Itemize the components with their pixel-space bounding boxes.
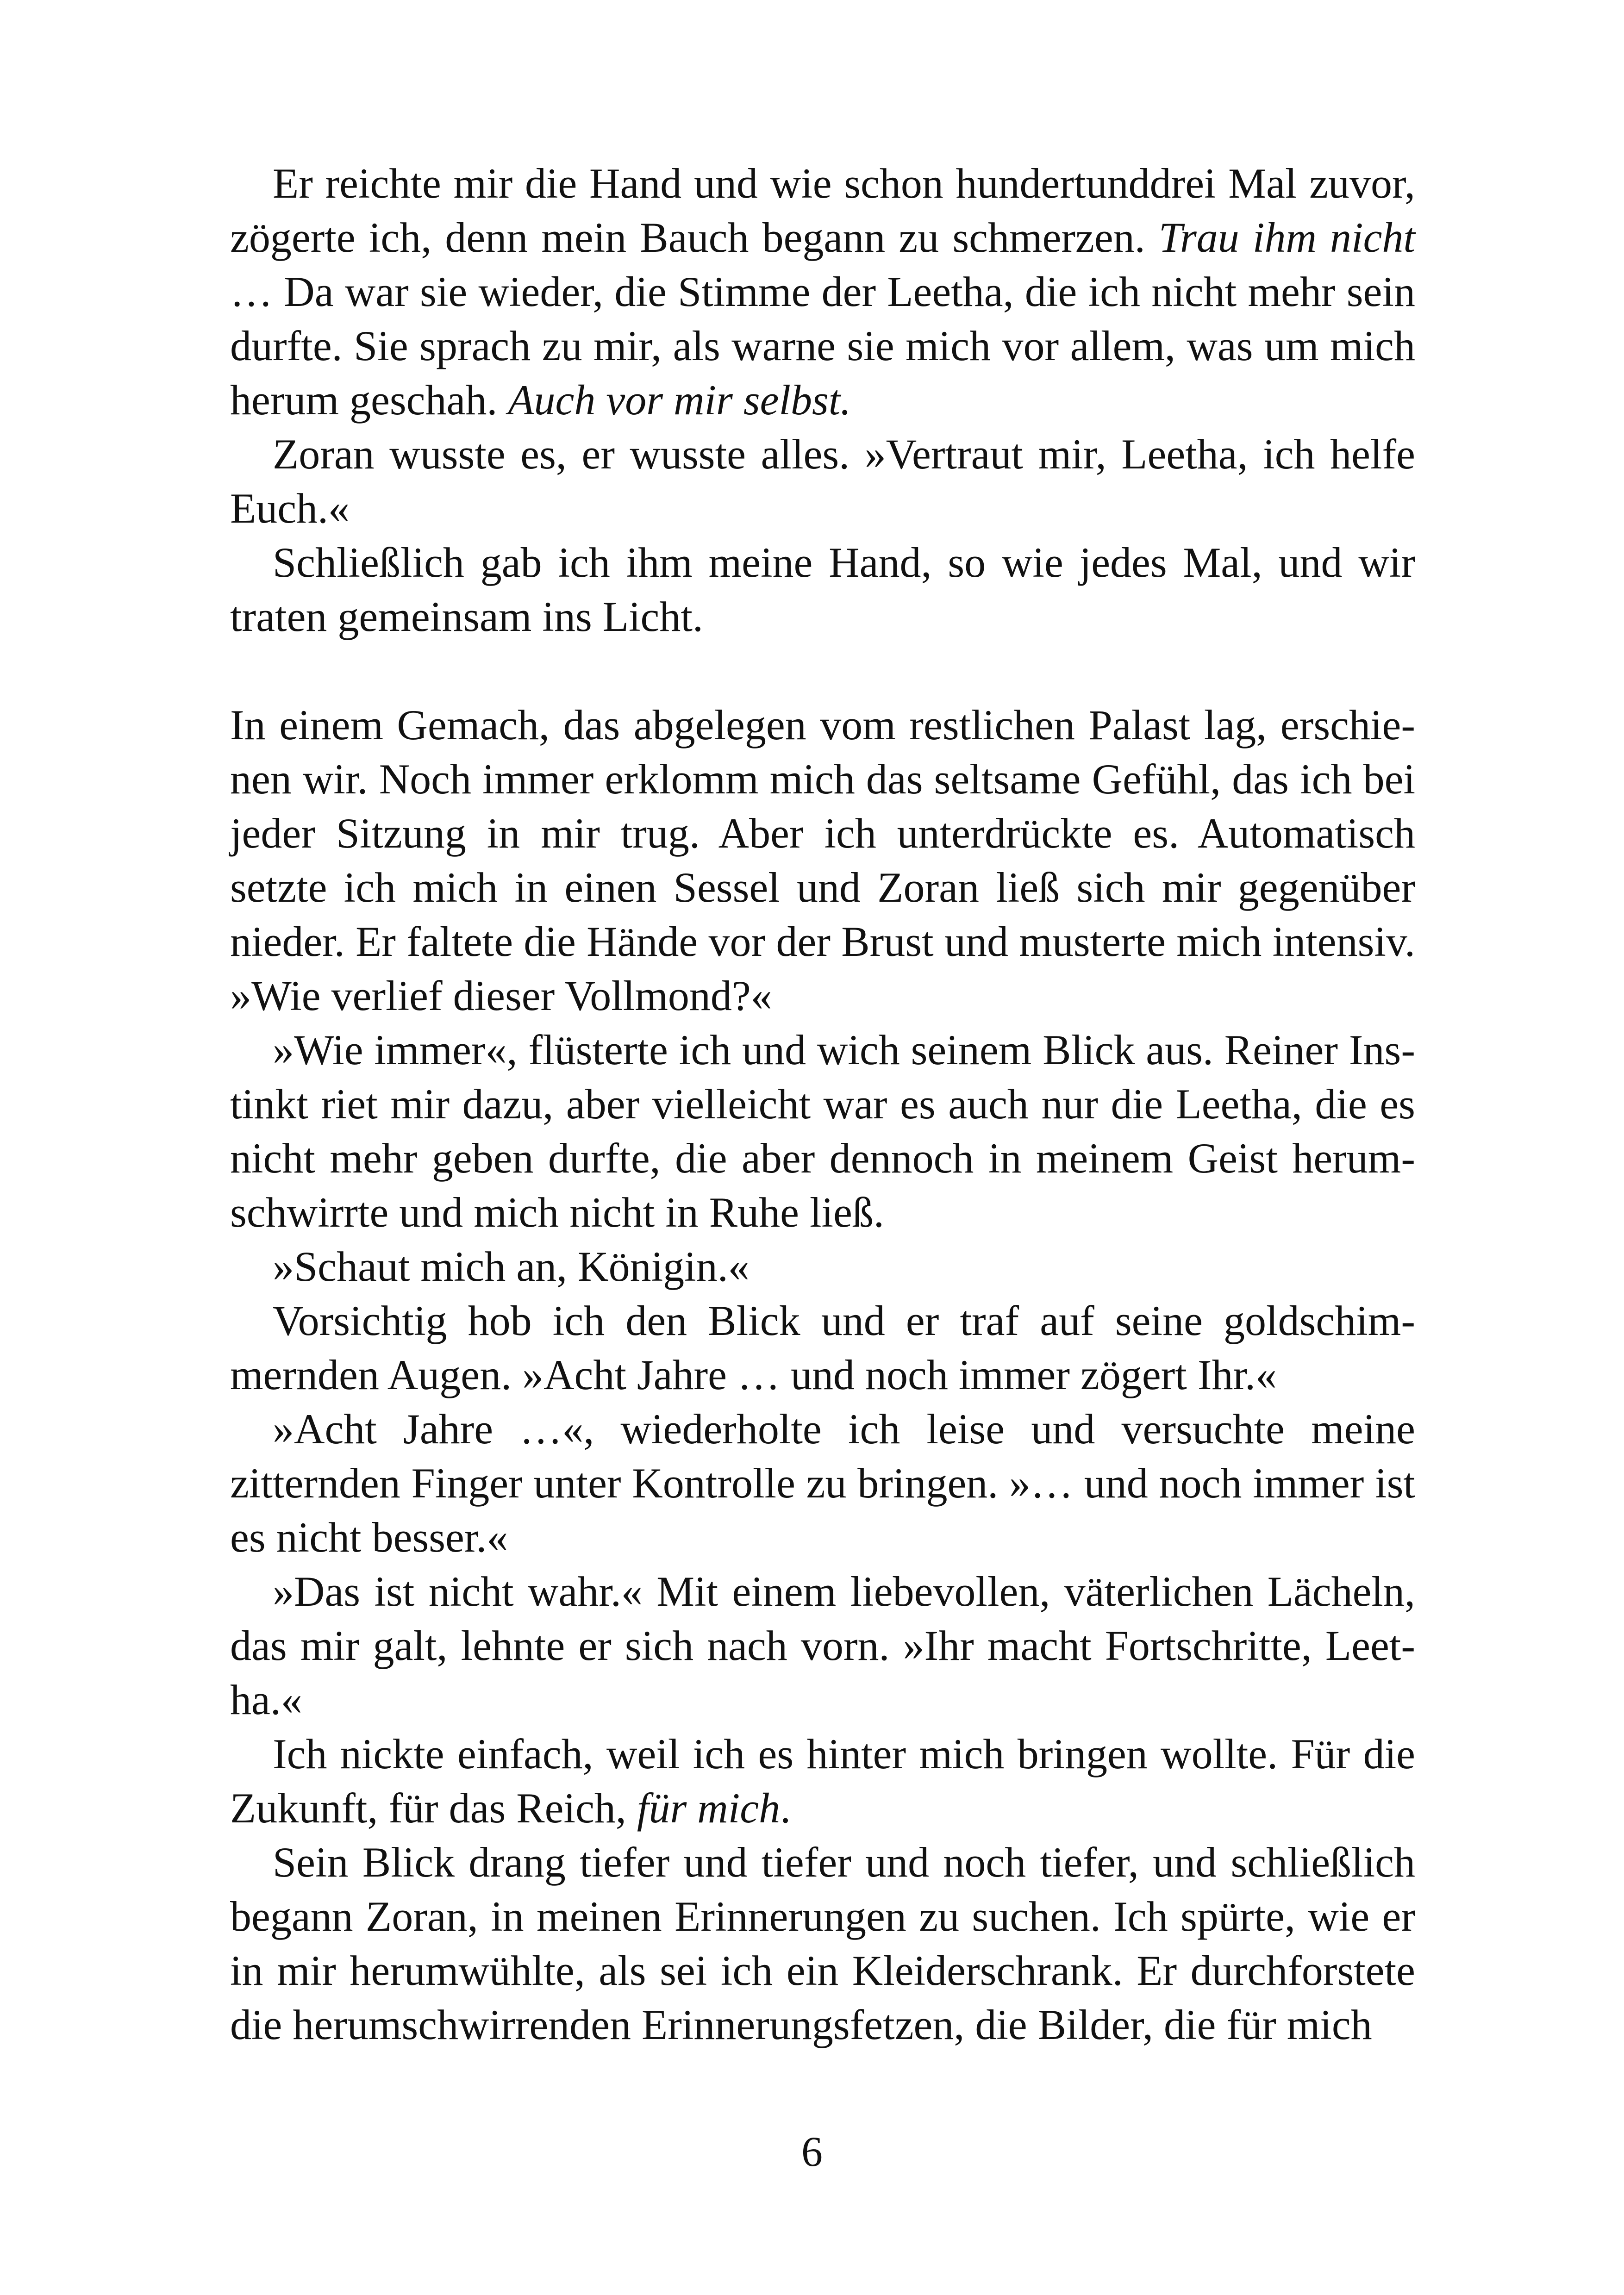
text-run: »Das ist nicht wahr.« Mit einem liebevollen, väterlichen Lächeln, das mir galt, lehnte er sich nach vorn. »Ihr macht Fortschritte, Leetha.« xyxy=(230,1568,1415,1723)
paragraph xyxy=(230,536,1415,644)
paragraph xyxy=(230,427,1415,536)
paragraph xyxy=(230,1294,1415,1402)
text-run: Vorsichtig hob ich den Blick und er traf auf seine goldschimmernden Augen. »Acht Jahre … und noch immer zögert Ihr.« xyxy=(230,1297,1415,1398)
text-run: Ich nickte einfach, weil ich es hinter mich bringen wollte. Für die Zukunft, für das Reich, xyxy=(230,1730,1415,1832)
paragraph xyxy=(230,1565,1415,1727)
paragraph xyxy=(230,1727,1415,1835)
paragraph xyxy=(230,1240,1415,1294)
italic-text: für mich xyxy=(637,1784,781,1832)
italic-text: Auch vor mir selbst. xyxy=(508,376,851,424)
paragraph xyxy=(230,1835,1415,2052)
text-run: Er reichte mir die Hand und wie schon hundertunddrei Mal zuvor, zögerte ich, denn mein Bauch begann zu schmerzen. xyxy=(230,160,1415,261)
text-run: In einem Gemach, das abgelegen vom restlichen Palast lag, erschienen wir. Noch immer erklomm mich das seltsame Gefühl, das ich bei jeder Sitzung in mir trug. Aber ich unterdrückte es. Automatisch setzte ich mich in einen Sessel und Zoran ließ sich mir gegenüber nieder. Er faltete die Hände vor der Brust und musterte mich intensiv. »Wie verlief dieser Vollmond?« xyxy=(230,701,1415,1019)
text-run: »Schaut mich an, Königin.« xyxy=(273,1243,750,1290)
text-run: Zoran wusste es, er wusste alles. »Vertraut mir, Leetha, ich helfe Euch.« xyxy=(230,430,1415,532)
text-run: . xyxy=(780,1784,791,1832)
text-run: »Wie immer«, flüsterte ich und wich seinem Blick aus. Reiner Instinkt riet mir dazu, aber vielleicht war es auch nur die Leetha, die es nicht mehr geben durfte, die aber dennoch in meinem Geist herumschwirrte und mich nicht in Ruhe ließ. xyxy=(230,1026,1415,1236)
paragraph xyxy=(230,1023,1415,1240)
page-number: 6 xyxy=(801,2128,823,2175)
text-run: … Da war sie wieder, die Stimme der Leetha, die ich nicht mehr sein durfte. Sie sprach zu mir, als warne sie mich vor allem, was um mich herum geschah. xyxy=(230,268,1415,424)
body-text xyxy=(230,156,1415,2052)
italic-text: Trau ihm nicht xyxy=(1158,214,1415,261)
paragraph xyxy=(230,698,1415,1023)
text-run: Sein Blick drang tiefer und tiefer und noch tiefer, und schließlich begann Zoran, in meinen Erinnerungen zu suchen. Ich spürte, wie er in mir herumwühlte, als sei ich ein Kleiderschrank. Er durchforstete die herumschwirrenden Erinnerungsfetzen, die Bilder, die für mich xyxy=(230,1839,1415,2048)
paragraph xyxy=(230,156,1415,427)
text-run: »Acht Jahre …«, wiederholte ich leise und versuchte meine zitternden Finger unter Kontrolle zu bringen. »… und noch immer ist es nicht besser.« xyxy=(230,1405,1415,1561)
paragraph xyxy=(230,1402,1415,1565)
text-run: Schließlich gab ich ihm meine Hand, so wie jedes Mal, und wir traten gemeinsam ins Licht. xyxy=(230,539,1415,640)
